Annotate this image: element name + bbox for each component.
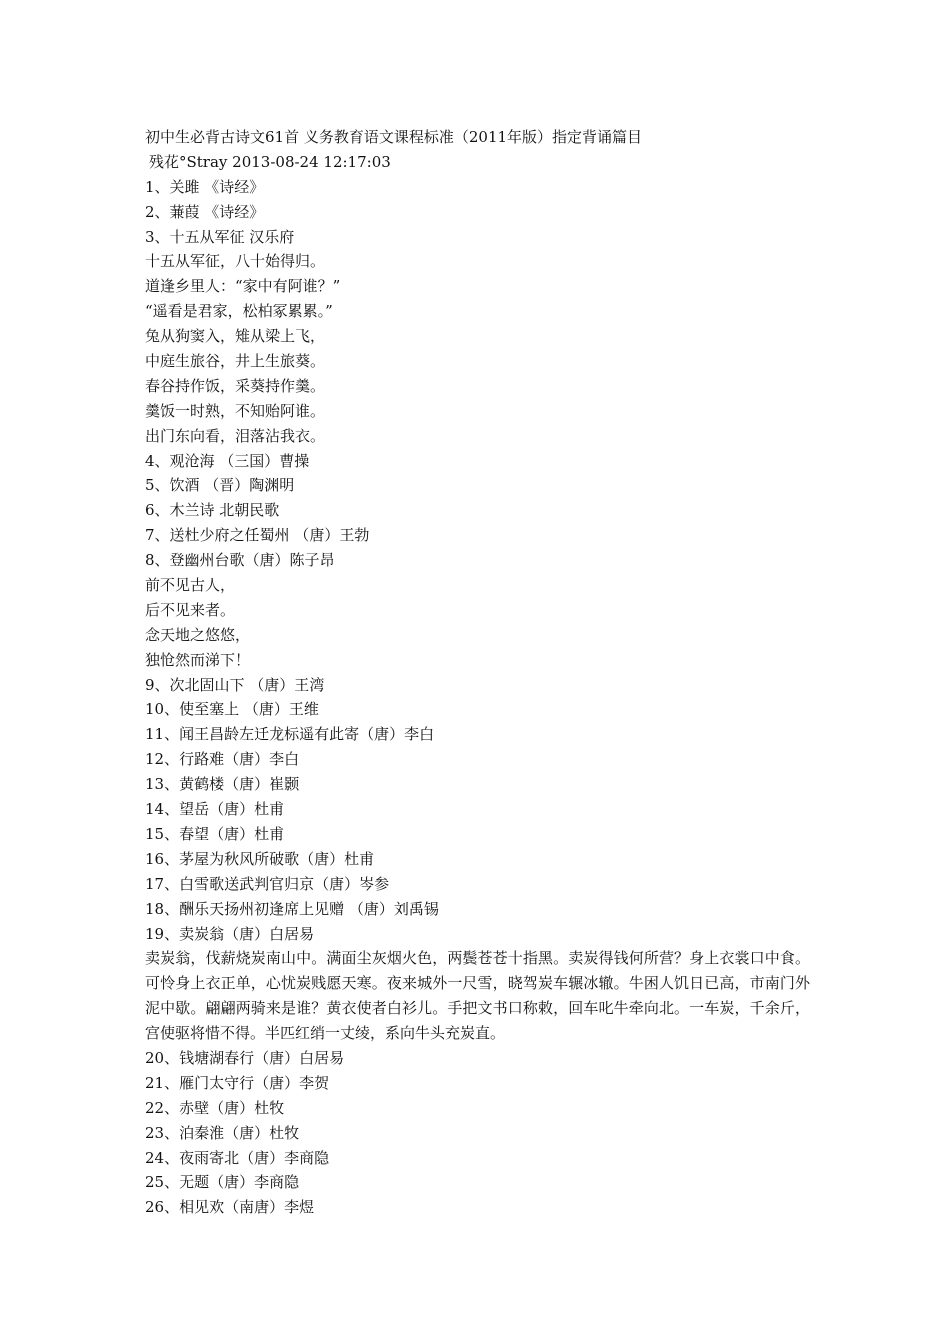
document-body (145, 125, 810, 1220)
poem-list-top (145, 175, 810, 947)
text-line: 17、白雪歌送武判官归京（唐）岑参 (145, 874, 390, 893)
text-line: 8、登幽州台歌（唐）陈子昂 (145, 551, 335, 570)
text-line: 1、关雎 《诗经》 (145, 177, 265, 196)
poem-paragraph: 卖炭翁，伐薪烧炭南山中。满面尘灰烟火色，两鬓苍苍十指黑。卖炭得钱何所营？身上衣裳口中食。可怜身上衣正单，心忧炭贱愿天寒。夜来城外一尺雪，晓驾炭车辗冰辙。牛困人饥日已高，市南门外泥中歇。翩翩两骑来是谁？黄衣使者白衫儿。手把文书口称敕，回车叱牛牵向北。一车炭，千余斤，宫使驱将惜不得。半匹红绡一丈绫，系向牛头充炭直。 (145, 949, 810, 1043)
text-line: 6、木兰诗 北朝民歌 (145, 501, 280, 520)
text-line: 24、夜雨寄北（唐）李商隐 (145, 1148, 330, 1167)
text-line: 道逢乡里人：“家中有阿谁？” (145, 277, 341, 296)
text-line: 十五从军征，八十始得归。 (145, 252, 326, 271)
text-line: 念天地之悠悠， (145, 625, 251, 644)
text-line: 15、春望（唐）杜甫 (145, 824, 285, 843)
text-line: 羹饭一时熟，不知贻阿谁。 (145, 401, 326, 420)
text-line: 13、黄鹤楼（唐）崔颢 (145, 775, 300, 794)
text-line: 20、钱塘湖春行（唐）白居易 (145, 1049, 345, 1068)
text-line: 4、观沧海 （三国）曹操 (145, 451, 310, 470)
text-line: 3、十五从军征 汉乐府 (145, 227, 295, 246)
text-line: 9、次北固山下 （唐）王湾 (145, 675, 325, 694)
author-timestamp: 残花°Stray 2013-08-24 12:17:03 (149, 152, 391, 171)
text-line: 11、闻王昌龄左迁龙标遥有此寄（唐）李白 (145, 725, 435, 744)
text-line: 12、行路难（唐）李白 (145, 750, 300, 769)
text-line: 出门东向看，泪落沾我衣。 (145, 426, 326, 445)
text-line: 19、卖炭翁（唐）白居易 (145, 924, 315, 943)
text-line: 中庭生旅谷，井上生旅葵。 (145, 352, 326, 371)
text-line: 兔从狗窦入，雉从梁上飞， (145, 327, 326, 346)
text-line: 23、泊秦淮（唐）杜牧 (145, 1123, 300, 1142)
text-line: “遥看是君家，松柏冢累累。” (145, 302, 333, 321)
text-line: 后不见来者。 (145, 600, 236, 619)
text-line: 5、饮酒 （晋）陶渊明 (145, 476, 295, 495)
text-line: 7、送杜少府之任蜀州 （唐）王勃 (145, 526, 370, 545)
text-line: 前不见古人， (145, 576, 236, 595)
poem-list-bottom (145, 1046, 810, 1220)
text-line: 21、雁门太守行（唐）李贺 (145, 1073, 330, 1092)
text-line: 14、望岳（唐）杜甫 (145, 800, 285, 819)
text-line: 春谷持作饭，采葵持作羹。 (145, 376, 326, 395)
text-line: 18、酬乐天扬州初逢席上见赠 （唐）刘禹锡 (145, 899, 439, 918)
text-line: 26、相见欢（南唐）李煜 (145, 1198, 315, 1217)
document-title: 初中生必背古诗文61首 义务教育语文课程标准（2011年版）指定背诵篇目 (145, 128, 643, 146)
text-line: 2、蒹葭 《诗经》 (145, 202, 265, 221)
text-line: 独怆然而涕下！ (145, 650, 251, 669)
text-line: 10、使至塞上 （唐）王维 (145, 700, 319, 719)
text-line: 16、茅屋为秋风所破歌（唐）杜甫 (145, 849, 375, 868)
text-line: 22、赤壁（唐）杜牧 (145, 1098, 285, 1117)
text-line: 25、无题（唐）李商隐 (145, 1173, 300, 1192)
